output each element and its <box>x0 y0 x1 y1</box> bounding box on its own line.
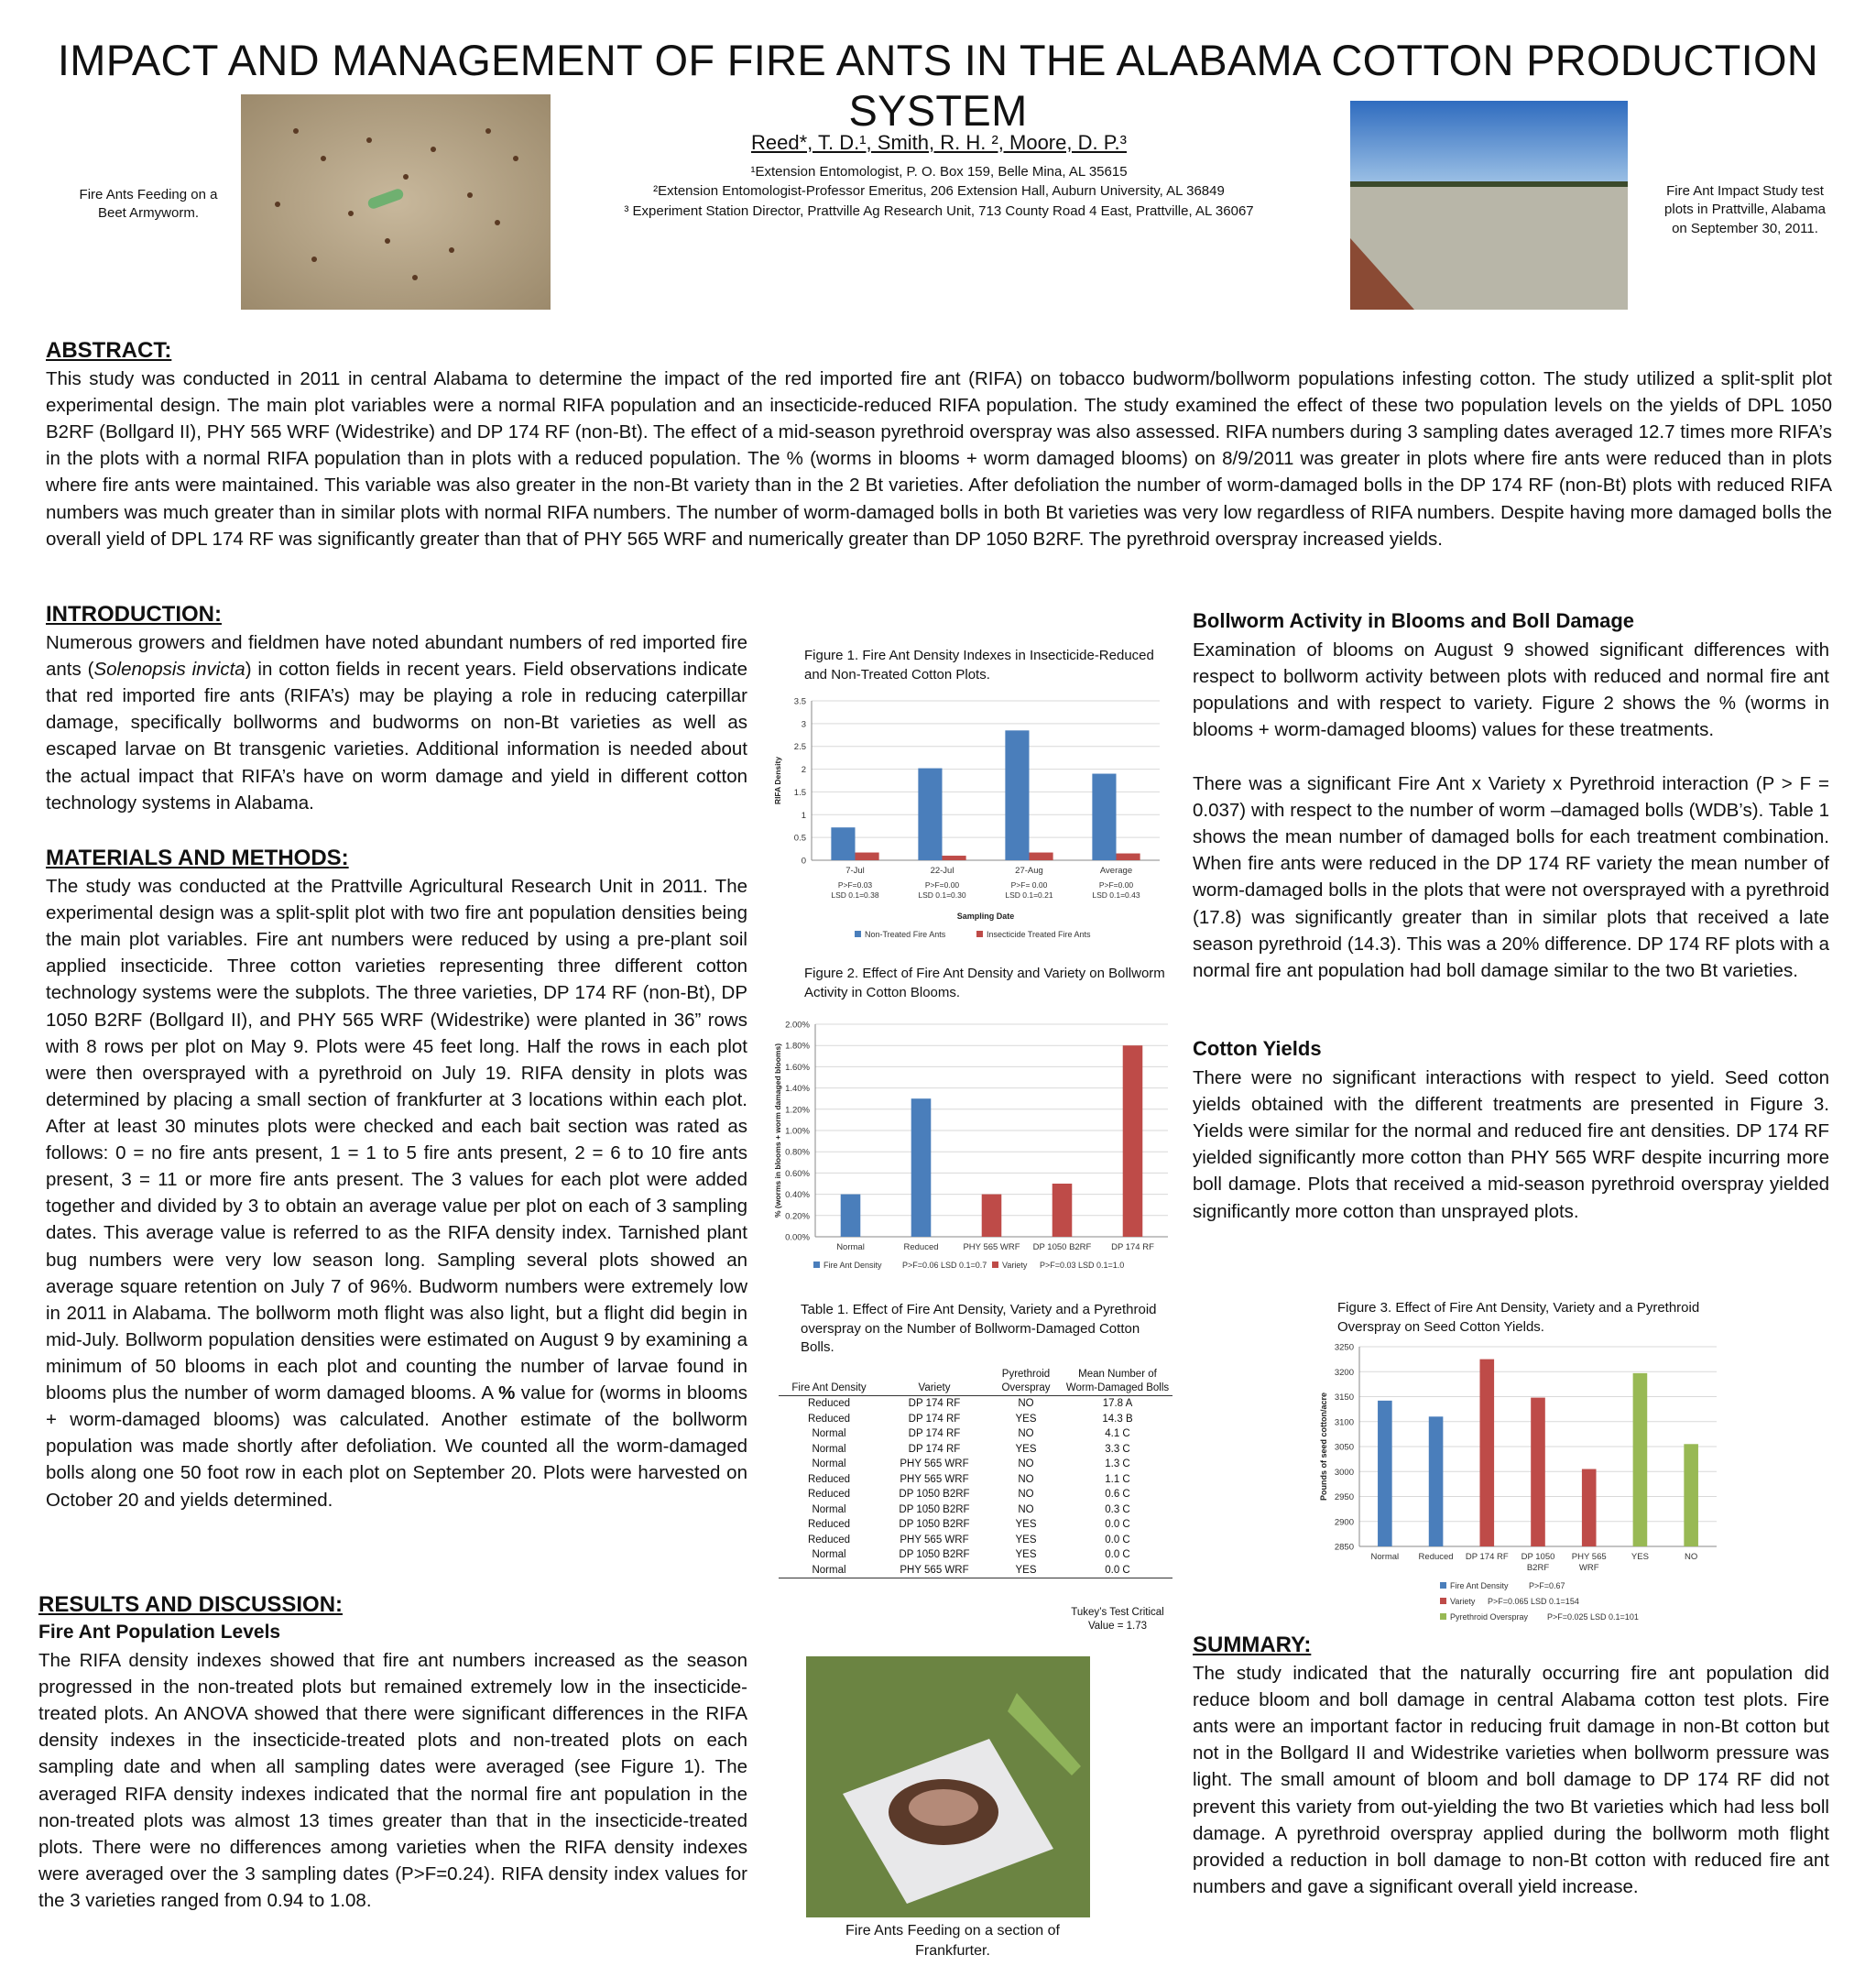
table-cell: 4.1 C <box>1105 1428 1130 1439</box>
table-cell: Normal <box>812 1503 846 1515</box>
legend-swatch <box>1440 1613 1446 1620</box>
table-cell: 1.3 C <box>1105 1458 1130 1469</box>
x-category-label: 7-Jul <box>845 866 865 876</box>
legend-label: Variety <box>1002 1261 1028 1270</box>
introduction-text-part1: Numerous growers and fieldmen have noted abundant numbers of red imported fire ants ( <box>46 632 747 681</box>
y-tick-label: 3050 <box>1334 1442 1354 1453</box>
methods-text <box>46 873 747 1513</box>
table-row <box>779 1457 1172 1472</box>
table-row <box>779 1412 1172 1427</box>
yields-text: There were no significant interactions with respect to yield. Seed cotton yields obtained with the different treatments are presented in Figure 3. Yields were similar for the normal and reduced fire ant densities. DP 174 RF yielded significantly more cotton than PHY 565 WRF despite incurring more boll damage. Plots that received a mid-season pyrethroid overspray yielded significantly more cotton than unsprayed plots. <box>1193 1067 1829 1222</box>
table-cell: DP 174 RF <box>908 1443 961 1455</box>
table-cell: PHY 565 WRF <box>900 1534 969 1545</box>
table-cell: Normal <box>812 1549 846 1560</box>
x-category-label: Normal <box>836 1242 865 1252</box>
figure1-title: Figure 1. Fire Ant Density Indexes in Insecticide-Reduced and Non-Treated Cotton Plots. <box>804 648 1154 683</box>
abstract-text: This study was conducted in 2011 in central Alabama to determine the impact of the red imported fire ant (RIFA) on tobacco budworm/bollworm populations infesting cotton. The study utilized a split-split plot experimental design. The main plot variables were a normal RIFA population and an insecticide-reduced RIFA population. The study examined the effect of these two population levels on the yields of DPL 1050 B2RF (Bollgard II), PHY 565 WRF (Widestrike) and DP 174 RF (non-Bt). The effect of a mid-season pyrethroid overspray was also assessed. RIFA numbers during 3 sampling dates averaged 12.7 times more RIFA’s in the plots with a normal RIFA population than in plots with a reduced population. The % (worms in blooms + worm damaged blooms) on 8/9/2011 was greater in plots where fire ants were reduced than in plots where fire ants were maintained. This variable was also greater in the non-Bt variety than in the 2 Bt varieties. After defoliation the number of worm-damaged bolls in the DP 174 RF (non-Bt) plots with reduced RIFA numbers was much greater than in similar plots with normal RIFA numbers. The number of worm-damaged bolls in both Bt varieties was very low regardless of RIFA numbers. Despite having more damaged bolls the overall yield of DPL 174 RF was significantly greater than that of PHY 565 WRF and numerically greater than DP 1050 B2RF. The pyrethroid overspray increased yields. <box>46 368 1832 550</box>
table-cell: Reduced <box>807 1489 851 1500</box>
y-tick-label: 1.60% <box>785 1062 810 1073</box>
x-category-label: PHY 565 WRF <box>963 1242 1020 1252</box>
y-tick-label: 1.40% <box>785 1084 810 1095</box>
figure3-chart <box>1312 1338 1724 1631</box>
bollworm-heading: Bollworm Activity in Blooms and Boll Damage <box>1193 609 1635 632</box>
photo-fire-ants-armyworm <box>241 94 551 310</box>
table-row <box>779 1426 1172 1442</box>
methods-text-part2: value for (worms in blooms + worm-damaged blooms) was calculated. Another estimate of the bollworm population was made shortly after defoliation. We counted all the worm-damaged bolls along one 50 foot row in each plot on September 20. Plots were harvested on October 20 and yields determined. <box>46 1382 747 1511</box>
table-row <box>779 1396 1172 1412</box>
y-axis-label: RIFA Density <box>773 756 782 805</box>
table-cell: DP 174 RF <box>908 1413 961 1425</box>
table-cell: Reduced <box>807 1519 851 1530</box>
legend-label: Fire Ant Density <box>823 1261 882 1270</box>
table-cell: YES <box>1015 1549 1037 1560</box>
legend-label: Variety <box>1450 1597 1476 1606</box>
bar-insecticide-treated-fire-ants <box>1117 854 1140 860</box>
species-name: Solenopsis invicta <box>93 659 245 681</box>
table1-caption: Table 1. Effect of Fire Ant Density, Variety and a Pyrethroid overspray on the Number of Bollworm-Damaged Cotton Bolls. <box>801 1302 1157 1356</box>
category-stat-label: LSD 0.1=0.30 <box>918 890 966 900</box>
bollworm-text-2: There was a significant Fire Ant x Variety x Pyrethroid interaction (P > F = 0.037) with respect to the number of worm –damaged bolls (WDB’s). Table 1 shows the mean number of damaged bolls for each treatment combination. When fire ants were reduced in the DP 174 RF variety the mean number of worm-damaged bolls in the plots that were not oversprayed with a pyrethroid (17.8) was significantly greater than in similar plots that received a late season pyrethroid (14.3). This was a 20% difference. DP 174 RF plots with a normal fire ant population had boll damage similar to the two Bt varieties. <box>1193 773 1829 981</box>
legend-stats: P>F=0.03 LSD 0.1=1.0 <box>1040 1261 1125 1270</box>
y-tick-label: 0.60% <box>785 1168 810 1179</box>
y-tick-label: 1.5 <box>793 787 806 798</box>
table-cell: 0.0 C <box>1105 1519 1130 1530</box>
table1-footnote: Tukey’s Test Critical Value = 1.73 <box>1071 1607 1164 1632</box>
bar-variety <box>1531 1398 1545 1546</box>
legend-stats: P>F=0.025 LSD 0.1=101 <box>1547 1612 1639 1622</box>
table1-header-pyrethroid: Pyrethroid Overspray <box>1001 1369 1051 1393</box>
category-stat-label: P>F= 0.00 <box>1010 880 1048 890</box>
figure2-title: Figure 2. Effect of Fire Ant Density and Variety on Bollworm Activity in Cotton Blooms. <box>804 966 1165 1000</box>
bar-variety <box>1123 1045 1143 1237</box>
table-cell: Normal <box>812 1443 846 1455</box>
y-tick-label: 0.20% <box>785 1211 810 1222</box>
photo-caption-bottom: Fire Ants Feeding on a section of Frankfurter. <box>845 1923 1060 1959</box>
table-cell: DP 1050 B2RF <box>899 1503 970 1515</box>
bar-non-treated-fire-ants <box>831 827 855 860</box>
y-tick-label: 1 <box>801 810 806 821</box>
bar-fire-ant-density <box>1429 1416 1444 1546</box>
y-tick-label: 3200 <box>1334 1367 1354 1378</box>
table-cell: 0.0 C <box>1063 1563 1172 1578</box>
affiliation-3: ³ Experiment Station Director, Prattville Ag Research Unit, 713 County Road 4 East, Prattville, AL 36067 <box>624 202 1254 219</box>
legend-label: Insecticide Treated Fire Ants <box>987 930 1091 939</box>
table-cell: PHY 565 WRF <box>900 1458 969 1469</box>
x-category-label: Normal <box>1370 1552 1400 1562</box>
table-cell: YES <box>1015 1413 1037 1425</box>
photo-caption-right: Fire Ant Impact Study test plots in Prattville, Alabama on September 30, 2011. <box>1664 183 1826 236</box>
table-row <box>779 1502 1172 1518</box>
table-cell: DP 1050 B2RF <box>899 1489 970 1500</box>
table-cell: YES <box>1015 1519 1037 1530</box>
legend-swatch <box>1440 1598 1446 1604</box>
table-cell: NO <box>1018 1458 1034 1469</box>
table-cell: 0.0 C <box>1105 1534 1130 1545</box>
table1-header-variety: Variety <box>918 1382 951 1393</box>
legend-label: Fire Ant Density <box>1450 1581 1509 1590</box>
table-row <box>779 1547 1172 1563</box>
results-heading: RESULTS AND DISCUSSION: <box>38 1592 344 1617</box>
table-cell: 3.3 C <box>1105 1443 1130 1455</box>
introduction-heading: INTRODUCTION: <box>46 602 222 627</box>
table-cell: Normal <box>812 1428 846 1439</box>
table-row <box>779 1487 1172 1502</box>
x-category-label: DP 174 RF <box>1111 1242 1154 1252</box>
category-stat-label: P>F=0.00 <box>924 880 960 890</box>
bar-insecticide-treated-fire-ants <box>1030 853 1053 860</box>
table-cell: NO <box>1018 1428 1034 1439</box>
y-tick-label: 1.00% <box>785 1126 810 1137</box>
results-subheading: Fire Ant Population Levels <box>38 1622 281 1643</box>
methods-heading: MATERIALS AND METHODS: <box>46 846 349 870</box>
x-category-label: Reduced <box>903 1242 939 1252</box>
table-cell: 14.3 B <box>1102 1413 1133 1425</box>
legend-swatch <box>1440 1582 1446 1589</box>
category-stat-label: LSD 0.1=0.21 <box>1005 890 1053 900</box>
table-cell: YES <box>989 1563 1063 1578</box>
y-tick-label: 3000 <box>1334 1467 1354 1478</box>
table-cell: Reduced <box>807 1413 851 1425</box>
y-tick-label: 3 <box>801 719 806 730</box>
poster-title: IMPACT AND MANAGEMENT OF FIRE ANTS IN THE ALABAMA COTTON PRODUCTION SYSTEM <box>57 36 1819 135</box>
x-category-label: Reduced <box>1418 1552 1454 1562</box>
bar-fire-ant-density <box>841 1195 861 1237</box>
y-tick-label: 2900 <box>1334 1517 1354 1528</box>
legend-label: Pyrethroid Overspray <box>1450 1612 1529 1622</box>
abstract-heading: ABSTRACT: <box>46 338 172 363</box>
bar-variety <box>1582 1469 1597 1546</box>
table-cell: PHY 565 WRF <box>900 1473 969 1485</box>
photo-fire-ants-armyworm-image <box>241 94 551 310</box>
bar-insecticide-treated-fire-ants <box>856 853 879 860</box>
affiliation-2: ²Extension Entomologist-Professor Emeritus, 206 Extension Hall, Auburn University, AL 36849 <box>653 183 1225 200</box>
table-cell: Reduced <box>807 1473 851 1485</box>
table-cell: DP 1050 B2RF <box>899 1549 970 1560</box>
y-tick-label: 0 <box>801 856 806 867</box>
bar-variety <box>982 1195 1002 1237</box>
x-category-label: DP 1050 B2RF <box>1521 1552 1555 1573</box>
figure3-title: Figure 3. Effect of Fire Ant Density, Variety and a Pyrethroid Overspray on Seed Cotton Yields. <box>1337 1300 1700 1335</box>
legend-stats: P>F=0.67 <box>1529 1581 1565 1590</box>
legend-stats: P>F=0.06 LSD 0.1=0.7 <box>902 1261 987 1270</box>
summary-heading: SUMMARY: <box>1193 1633 1312 1657</box>
y-tick-label: 3.5 <box>793 696 806 707</box>
y-tick-label: 2.00% <box>785 1020 810 1031</box>
bar-insecticide-treated-fire-ants <box>943 856 966 860</box>
bollworm-text-1: Examination of blooms on August 9 showed significant differences with respect to bollworm activity between plots with reduced and normal fire ant populations and with respect to variety. Figure 2 shows the % (worms in blooms + worm-damaged blooms) values for these treatments. <box>1193 639 1829 741</box>
x-category-label: DP 1050 B2RF <box>1032 1242 1092 1252</box>
table-cell: DP 174 RF <box>908 1428 961 1439</box>
table-cell: PHY 565 WRF <box>879 1563 989 1578</box>
table-cell: DP 174 RF <box>879 1396 989 1412</box>
photo-caption-left: Fire Ants Feeding on a Beet Armyworm. <box>79 187 218 222</box>
table-cell: Normal <box>812 1458 846 1469</box>
photo-cotton-field <box>1350 101 1628 310</box>
category-stat-label: P>F=0.03 <box>837 880 873 890</box>
category-stat-label: P>F=0.00 <box>1098 880 1134 890</box>
photo-frankfurter <box>806 1656 1090 1917</box>
y-tick-label: 3150 <box>1334 1393 1354 1403</box>
category-stat-label: LSD 0.1=0.38 <box>831 890 879 900</box>
introduction-text-part2: ) in cotton fields in recent years. Field observations indicate that red imported fire ants (RIFA’s) may be playing a role in reducing caterpillar damage, specifically bollworms and budworms on non-Bt varieties as well as escaped larvae on Bt transgenic varieties. Additional information is needed about the actual impact that RIFA’s have on worm damage and yield in different cotton technology systems in Alabama. <box>46 659 747 814</box>
table-cell: 0.6 C <box>1105 1489 1130 1500</box>
bar-fire-ant-density <box>911 1098 932 1237</box>
table-row <box>779 1563 1172 1578</box>
legend-swatch <box>855 931 861 937</box>
table-cell: 0.3 C <box>1105 1503 1130 1515</box>
table-cell: 0.0 C <box>1105 1549 1130 1560</box>
x-category-label: NO <box>1685 1552 1698 1562</box>
table-cell: Reduced <box>807 1534 851 1545</box>
x-category-label: 22-Jul <box>930 866 954 876</box>
table-cell: YES <box>1015 1443 1037 1455</box>
x-category-label: YES <box>1631 1552 1649 1562</box>
table-cell: 17.8 A <box>1063 1396 1172 1412</box>
table-cell: Normal <box>779 1563 879 1578</box>
yields-heading: Cotton Yields <box>1193 1037 1322 1060</box>
bar-fire-ant-density <box>1378 1401 1392 1546</box>
y-tick-label: 2 <box>801 765 806 776</box>
y-tick-label: 0.5 <box>793 833 806 844</box>
y-tick-label: 1.20% <box>785 1105 810 1116</box>
table-cell: Reduced <box>779 1396 879 1412</box>
results-text: The RIFA density indexes showed that fire ant numbers increased as the season progressed in the non-treated plots but remained extremely low in the insecticide-treated plots. An ANOVA showed that there were significant differences in the RIFA density indexes in the insecticide-treated plots and non-treated plots on each sampling date and when all sampling dates were averaged (see Figure 1). The averaged RIFA density indexes indicated that the normal fire ant population in the non-treated plots was almost 13 times greater than that in the insecticide-treated plots. There were no differences among varieties when the RIFA density indexes were averaged over the 3 sampling dates (P>F=0.24). RIFA density index values for the 3 varieties ranged from 0.94 to 1.08. <box>38 1650 747 1911</box>
bar-non-treated-fire-ants <box>918 769 942 860</box>
photo-frankfurter-image <box>806 1656 1090 1917</box>
table-row <box>779 1517 1172 1533</box>
author-names: Reed*, T. D.¹, Smith, R. H. ², Moore, D. P.³ <box>751 131 1127 154</box>
bar-non-treated-fire-ants <box>1092 774 1116 860</box>
legend-swatch <box>813 1262 820 1268</box>
y-tick-label: 0.80% <box>785 1147 810 1158</box>
table-row <box>779 1442 1172 1458</box>
y-axis-label: Pounds of seed cotton/acre <box>1319 1392 1328 1502</box>
legend-stats: P>F=0.065 LSD 0.1=154 <box>1488 1597 1579 1606</box>
x-category-label: 27-Aug <box>1015 866 1043 876</box>
table-cell: NO <box>989 1396 1063 1412</box>
table-cell: DP 1050 B2RF <box>899 1519 970 1530</box>
table1 <box>779 1368 1172 1578</box>
table-cell: YES <box>1015 1534 1037 1545</box>
legend-label: Non-Treated Fire Ants <box>865 930 946 939</box>
table1-header-fire-ant-density: Fire Ant Density <box>791 1382 867 1393</box>
table-cell: NO <box>1018 1473 1034 1485</box>
y-tick-label: 0.00% <box>785 1232 810 1243</box>
category-stat-label: LSD 0.1=0.43 <box>1092 890 1140 900</box>
y-tick-label: 1.80% <box>785 1041 810 1052</box>
table-row <box>779 1472 1172 1488</box>
y-tick-label: 3250 <box>1334 1342 1354 1353</box>
introduction-text <box>46 629 747 816</box>
bar-non-treated-fire-ants <box>1005 730 1029 860</box>
table-cell: NO <box>1018 1503 1034 1515</box>
methods-text-part1: The study was conducted at the Prattville Agricultural Research Unit in 2011. The experimental design was a split-split plot with two fire ant population densities being the main plot variables. Fire ant numbers were reduced by using a pre-plant soil applied insecticide. Three cotton varieties representing three different cotton technology systems were the subplots. The three varieties, DP 174 RF (non-Bt), DP 1050 B2RF (Bollgard II), and PHY 565 WRF (Widestrike) were planted in 36” rows with 8 rows per plot on May 9. Plots were 45 feet long. Half the rows in each plot were then oversprayed with a pyrethroid on July 19. RIFA density in plots was determined by placing a small section of frankfurter at 3 locations within each plot. After at least 30 minutes plots were checked and each bait section was rated as follows: 0 = no fire ants present, 1 = 1 to 5 fire ants present, 2 = 6 to 10 fire ants present, 3 = 11 or more fire ants present. The 3 values for each plot were added together and divided by 3 to obtain an average value per plot on each of 3 sampling dates. This average value is referred to as the RIFA density index. Tarnished plant bug numbers were very low season long. Sampling several plots showed an average square retention on July 7 of 96%. Budworm numbers were extremely low in 2011 in Alabama. The bollworm moth flight was also light, but a flight did begin in mid-July. Bollworm population densities were estimated on August 9 by examining a minimum of 50 blooms in each plot and counting the number of larvae found in blooms plus the number of worm damaged blooms. A <box>46 876 747 1404</box>
methods-pct: % <box>498 1382 516 1404</box>
bar-variety <box>1053 1184 1073 1237</box>
legend-swatch <box>976 931 983 937</box>
x-category-label: PHY 565 WRF <box>1571 1552 1607 1573</box>
y-tick-label: 0.40% <box>785 1190 810 1201</box>
table-cell: 1.1 C <box>1105 1473 1130 1485</box>
bar-pyrethroid-overspray <box>1684 1444 1698 1546</box>
x-category-label: Average <box>1099 866 1133 876</box>
y-axis-label: % (worms in blooms + worm damaged blooms) <box>773 1043 782 1218</box>
table-cell: NO <box>1018 1489 1034 1500</box>
x-category-label: DP 174 RF <box>1465 1552 1509 1562</box>
y-tick-label: 3100 <box>1334 1417 1354 1428</box>
table1-header-mean-wdb: Mean Number of Worm-Damaged Bolls <box>1065 1369 1170 1393</box>
affiliation-1: ¹Extension Entomologist, P. O. Box 159, Belle Mina, AL 35615 <box>750 164 1128 180</box>
x-axis-label: Sampling Date <box>956 912 1015 921</box>
y-tick-label: 2950 <box>1334 1492 1354 1502</box>
figure2-chart <box>768 1015 1180 1276</box>
photo-cotton-field-image <box>1350 101 1628 310</box>
bar-pyrethroid-overspray <box>1633 1373 1648 1546</box>
y-tick-label: 2.5 <box>793 742 806 753</box>
bar-variety <box>1479 1360 1494 1546</box>
summary-text: The study indicated that the naturally occurring fire ant population did reduce bloom and boll damage in central Alabama cotton test plots. Fire ants were an important factor in reducing fruit damage in non-Bt cotton but not in the Bollgard II and Widestrike varieties when bollworm pressure was light. The small amount of bloom and boll damage to DP 174 RF did not prevent this variety from out-yielding the two Bt varieties which had less boll damage. A pyrethroid overspray applied during the bollworm moth flight provided a reduction in boll damage to non-Bt cotton with reduced fire ant numbers and gave a significant overall yield increase. <box>1193 1663 1829 1897</box>
author-block <box>550 131 1328 221</box>
table-row <box>779 1533 1172 1548</box>
legend-swatch <box>992 1262 998 1268</box>
y-tick-label: 2850 <box>1334 1542 1354 1553</box>
figure1-chart <box>768 692 1175 953</box>
